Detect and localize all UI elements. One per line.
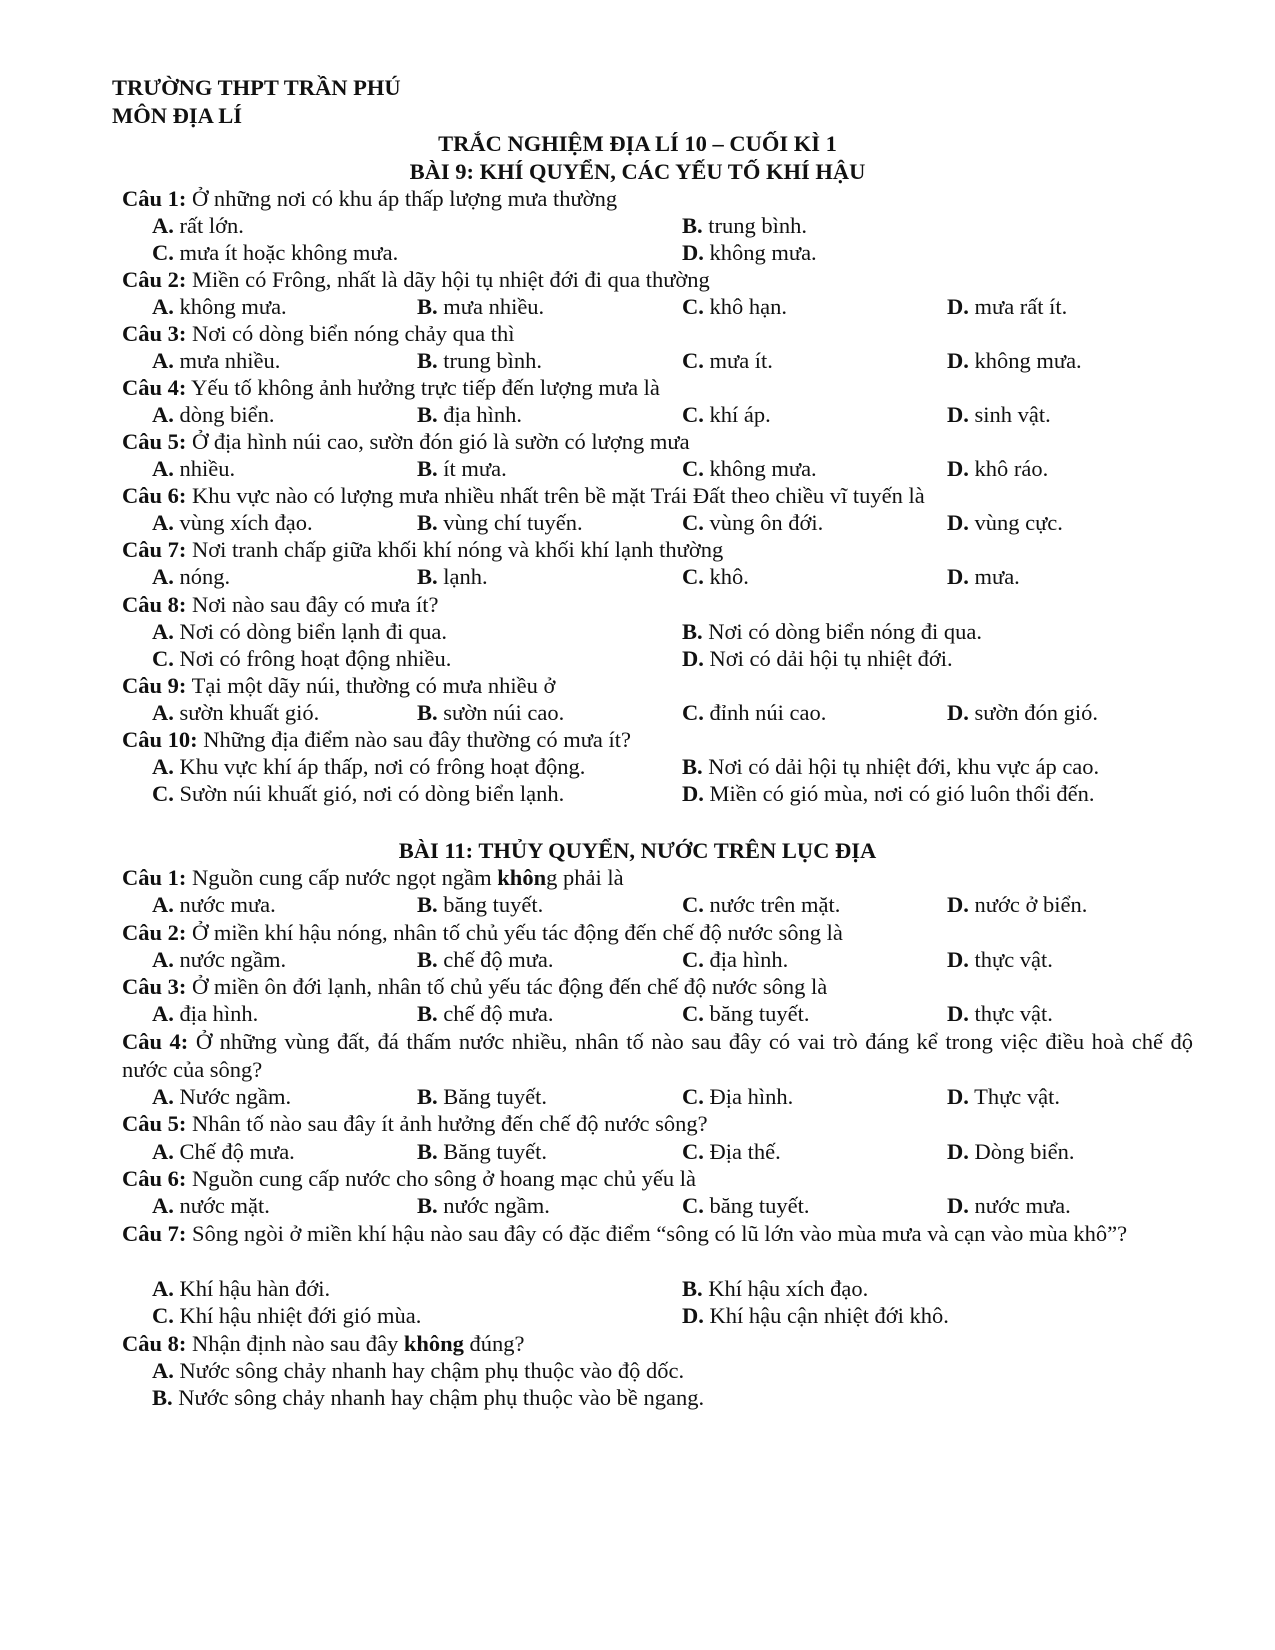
options-row xyxy=(152,239,1212,267)
option-d: D. Thực vật. xyxy=(947,1084,1061,1109)
option-b: B. Khí hậu xích đạo. xyxy=(682,1276,869,1301)
option-b: B. chế độ mưa. xyxy=(417,1001,554,1026)
question-stem xyxy=(122,428,1193,456)
option-b: B. lạnh. xyxy=(417,564,488,589)
question-text: Ở địa hình núi cao, sườn đón gió là sườn có lượng mưa xyxy=(186,429,690,454)
option-b: B. Nước sông chảy nhanh hay chậm phụ thuộc vào bề ngang. xyxy=(152,1385,705,1410)
question-text: Nơi tranh chấp giữa khối khí nóng và khối khí lạnh thường xyxy=(186,537,724,562)
option-b: B. sườn núi cao. xyxy=(417,700,565,725)
option-d: D. Dòng biển. xyxy=(947,1139,1075,1164)
option-d: D. vùng cực. xyxy=(947,510,1063,535)
option-d: D. sườn đón gió. xyxy=(947,700,1098,725)
options-row xyxy=(152,1192,1212,1220)
option-a: A. rất lớn. xyxy=(152,213,244,238)
option-b: B. Băng tuyết. xyxy=(417,1084,547,1109)
options-row xyxy=(152,563,1212,591)
subject-name: MÔN ĐỊA LÍ xyxy=(112,103,243,128)
question-label: Câu 6: xyxy=(122,1166,187,1191)
option-c: C. Địa thế. xyxy=(682,1139,781,1164)
question-label: Câu 7: xyxy=(122,537,187,562)
option-c: C. không mưa. xyxy=(682,456,817,481)
option-a: A. sườn khuất gió. xyxy=(152,700,320,725)
question-stem xyxy=(122,266,1193,294)
question-text: Ở những nơi có khu áp thấp lượng mưa thường xyxy=(186,186,618,211)
options-row xyxy=(152,946,1212,974)
options-row xyxy=(152,1275,1212,1303)
question-text: Nhân tố nào sau đây ít ảnh hưởng đến chế độ nước sông? xyxy=(186,1111,708,1136)
option-a: A. mưa nhiều. xyxy=(152,348,281,373)
option-a: A. Chế độ mưa. xyxy=(152,1139,295,1164)
option-b: B. Băng tuyết. xyxy=(417,1139,547,1164)
option-c: C. Địa hình. xyxy=(682,1084,794,1109)
options-row xyxy=(152,891,1212,919)
options-row xyxy=(152,618,1212,646)
section-title: BÀI 9: KHÍ QUYỂN, CÁC YẾU TỐ KHÍ HẬU xyxy=(409,159,866,184)
question-text: Ở miền khí hậu nóng, nhân tố chủ yếu tác động đến chế độ nước sông là xyxy=(186,920,843,945)
option-a: A. Nước ngầm. xyxy=(152,1084,292,1109)
options-row xyxy=(152,509,1212,537)
option-a: A. nóng. xyxy=(152,564,231,589)
question-text: Tại một dãy núi, thường có mưa nhiều ở xyxy=(186,673,556,698)
emphasis-text: khôn xyxy=(497,865,547,890)
option-a: A. nước ngầm. xyxy=(152,947,287,972)
option-d: D. không mưa. xyxy=(682,240,817,265)
option-a: A. nhiều. xyxy=(152,456,236,481)
option-d: D. mưa. xyxy=(947,564,1020,589)
option-d: D. Khí hậu cận nhiệt đới khô. xyxy=(682,1303,949,1328)
option-d: D. Miền có gió mùa, nơi có gió luôn thổi đến. xyxy=(682,781,1095,806)
question-stem: Câu 8: Nhận định nào sau đây không đúng? xyxy=(122,1331,525,1356)
question-text: Nguồn cung cấp nước cho sông ở hoang mạc chủ yếu là xyxy=(186,1166,696,1191)
question-label: Câu 4: xyxy=(122,1029,189,1054)
question-stem: Câu 1: Nguồn cung cấp nước ngọt ngầm không phải là xyxy=(122,865,624,890)
question-label: Câu 3: xyxy=(122,974,187,999)
option-a: A. Khí hậu hàn đới. xyxy=(152,1276,331,1301)
option-b: B. Nơi có dòng biển nóng đi qua. xyxy=(682,619,983,644)
option-a: A. địa hình. xyxy=(152,1001,259,1026)
option-c: C. vùng ôn đới. xyxy=(682,510,824,535)
question-label: Câu 9: xyxy=(122,673,187,698)
option-c: C. mưa ít hoặc không mưa. xyxy=(152,240,399,265)
question-label: Câu 1: xyxy=(122,865,187,890)
emphasis-text: không xyxy=(403,1331,464,1356)
question-text: Miền có Frông, nhất là dãy hội tụ nhiệt đới đi qua thường xyxy=(186,267,710,292)
question-stem xyxy=(122,1028,1193,1084)
option-c: C. địa hình. xyxy=(682,947,789,972)
question-text: Khu vực nào có lượng mưa nhiều nhất trên bề mặt Trái Đất theo chiều vĩ tuyến là xyxy=(186,483,925,508)
option-d: D. Nơi có dải hội tụ nhiệt đới. xyxy=(682,646,953,671)
option-a: A. nước mặt. xyxy=(152,1193,270,1218)
question-text: Ở những vùng đất, đá thấm nước nhiều, nhân tố nào sau đây có vai trò đáng kể trong việc điều hoà chế độ nước của sông? xyxy=(122,1029,1193,1082)
option-c: C. băng tuyết. xyxy=(682,1001,810,1026)
options-row xyxy=(152,293,1212,321)
question-label: Câu 6: xyxy=(122,483,187,508)
option-b: B. Nơi có dải hội tụ nhiệt đới, khu vực áp cao. xyxy=(682,754,1100,779)
question-stem xyxy=(122,672,1193,700)
document-title: TRẮC NGHIỆM ĐỊA LÍ 10 – CUỐI KÌ 1 xyxy=(438,131,837,156)
options-row xyxy=(152,1302,1212,1330)
option-b: B. địa hình. xyxy=(417,402,523,427)
question-text: Sông ngòi ở miền khí hậu nào sau đây có đặc điểm “sông có lũ lớn vào mùa mưa và cạn vào mùa khô”? xyxy=(186,1221,1128,1246)
option-c: C. Nơi có frông hoạt động nhiều. xyxy=(152,646,452,671)
question-label: Câu 5: xyxy=(122,1111,187,1136)
option-c: C. Sườn núi khuất gió, nơi có dòng biển lạnh. xyxy=(152,781,565,806)
question-stem xyxy=(122,374,1193,402)
options-row xyxy=(152,645,1212,673)
question-label: Câu 8: xyxy=(122,1331,187,1356)
option-b: B. nước ngầm. xyxy=(417,1193,550,1218)
question-text: Nơi có dòng biển nóng chảy qua thì xyxy=(186,321,515,346)
option-b: B. ít mưa. xyxy=(417,456,507,481)
question-stem xyxy=(122,536,1193,564)
option-c: C. băng tuyết. xyxy=(682,1193,810,1218)
option-b: B. chế độ mưa. xyxy=(417,947,554,972)
options-row xyxy=(152,347,1212,375)
option-b: B. vùng chí tuyến. xyxy=(417,510,583,535)
option-d: D. không mưa. xyxy=(947,348,1082,373)
question-stem xyxy=(122,482,1193,510)
option-a: A. dòng biển. xyxy=(152,402,275,427)
question-label: Câu 2: xyxy=(122,267,187,292)
option-d: D. thực vật. xyxy=(947,947,1053,972)
options-row xyxy=(152,753,1212,781)
options-row xyxy=(152,1083,1212,1111)
option-c: C. khô. xyxy=(682,564,749,589)
option-c: C. khô hạn. xyxy=(682,294,787,319)
question-stem xyxy=(122,320,1193,348)
question-stem xyxy=(122,919,1193,947)
option-d: D. nước ở biển. xyxy=(947,892,1088,917)
option-d: D. khô ráo. xyxy=(947,456,1049,481)
question-label: Câu 3: xyxy=(122,321,187,346)
question-text: Yếu tố không ảnh hưởng trực tiếp đến lượng mưa là xyxy=(186,375,660,400)
question-stem xyxy=(122,591,1193,619)
question-label: Câu 10: xyxy=(122,727,198,752)
options-row xyxy=(152,1138,1212,1166)
question-label: Câu 8: xyxy=(122,592,187,617)
option-d: D. thực vật. xyxy=(947,1001,1053,1026)
option-b: B. băng tuyết. xyxy=(417,892,544,917)
option-c: C. nước trên mặt. xyxy=(682,892,841,917)
section-title: BÀI 11: THỦY QUYỂN, NƯỚC TRÊN LỤC ĐỊA xyxy=(398,838,877,863)
option-a: A. vùng xích đạo. xyxy=(152,510,313,535)
option-a: A. không mưa. xyxy=(152,294,287,319)
option-a: A. Nước sông chảy nhanh hay chậm phụ thuộc vào độ dốc. xyxy=(152,1358,685,1383)
option-c: C. mưa ít. xyxy=(682,348,773,373)
question-stem xyxy=(122,1165,1193,1193)
options-row xyxy=(152,1384,1212,1412)
option-b: B. trung bình. xyxy=(682,213,808,238)
options-row xyxy=(152,699,1212,727)
options-row xyxy=(152,780,1212,808)
options-row xyxy=(152,1000,1212,1028)
school-header xyxy=(112,74,401,130)
school-name: TRƯỜNG THPT TRẦN PHÚ xyxy=(112,75,401,100)
question-stem xyxy=(122,726,1193,754)
option-a: A. Khu vực khí áp thấp, nơi có frông hoạt động. xyxy=(152,754,586,779)
option-b: B. mưa nhiều. xyxy=(417,294,545,319)
question-label: Câu 2: xyxy=(122,920,187,945)
option-d: D. sinh vật. xyxy=(947,402,1051,427)
option-a: A. nước mưa. xyxy=(152,892,276,917)
question-label: Câu 4: xyxy=(122,375,187,400)
option-b: B. trung bình. xyxy=(417,348,543,373)
question-label: Câu 5: xyxy=(122,429,187,454)
option-c: C. khí áp. xyxy=(682,402,771,427)
options-row xyxy=(152,455,1212,483)
question-stem xyxy=(122,1220,1193,1248)
question-stem xyxy=(122,973,1193,1001)
option-d: D. nước mưa. xyxy=(947,1193,1071,1218)
option-c: C. đỉnh núi cao. xyxy=(682,700,827,725)
question-label: Câu 1: xyxy=(122,186,187,211)
options-row xyxy=(152,1357,1212,1385)
options-row xyxy=(152,401,1212,429)
question-text: Những địa điểm nào sau đây thường có mưa ít? xyxy=(197,727,632,752)
question-stem xyxy=(122,1110,1193,1138)
question-text: Ở miền ôn đới lạnh, nhân tố chủ yếu tác động đến chế độ nước sông là xyxy=(186,974,828,999)
question-text: Nơi nào sau đây có mưa ít? xyxy=(186,592,439,617)
question-label: Câu 7: xyxy=(122,1221,187,1246)
option-c: C. Khí hậu nhiệt đới gió mùa. xyxy=(152,1303,422,1328)
question-stem xyxy=(122,185,1193,213)
options-row xyxy=(152,212,1212,240)
option-d: D. mưa rất ít. xyxy=(947,294,1068,319)
option-a: A. Nơi có dòng biển lạnh đi qua. xyxy=(152,619,447,644)
